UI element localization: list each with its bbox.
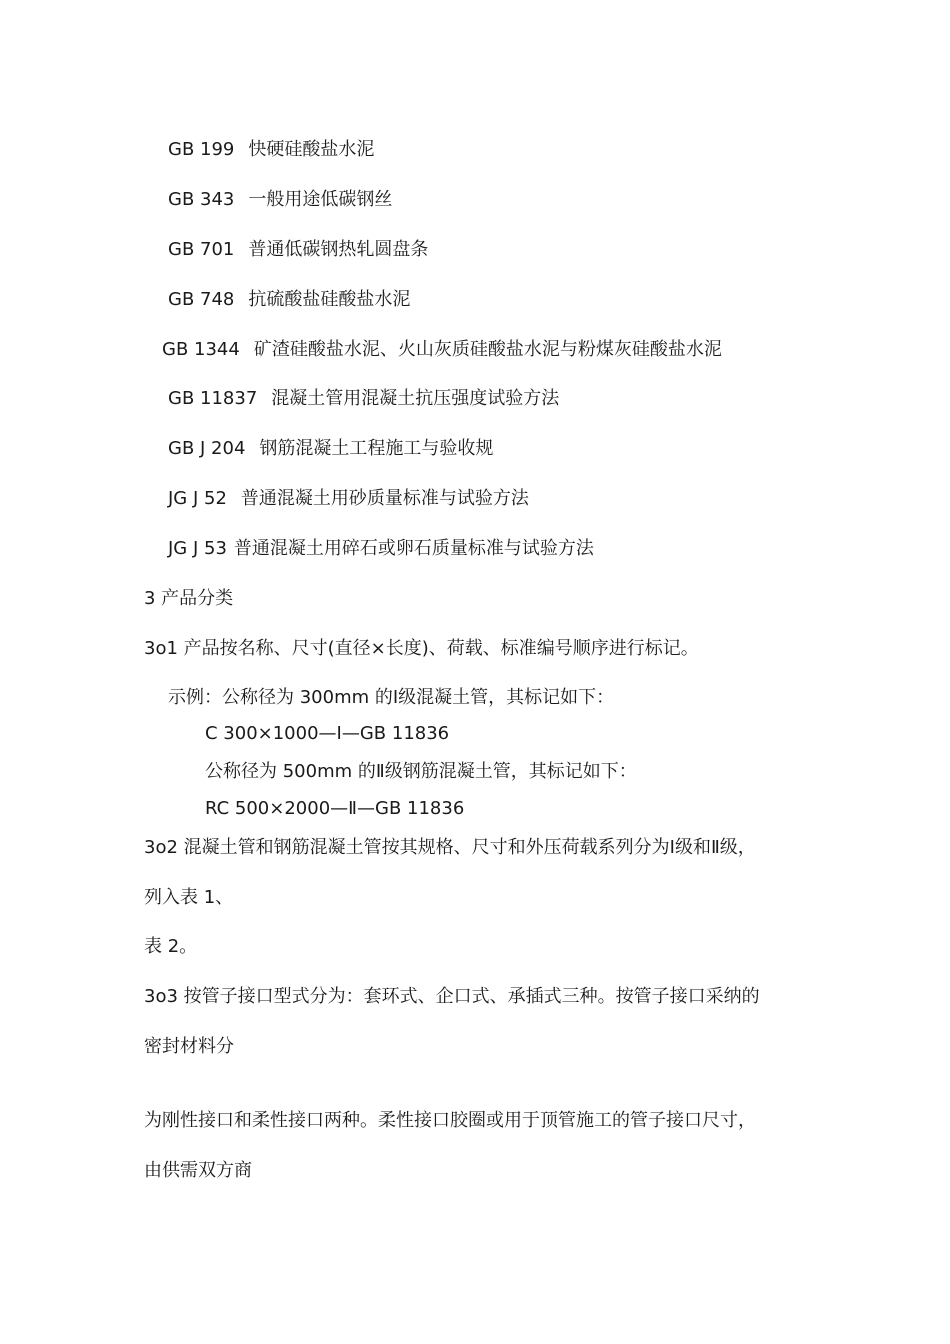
reference-code: GB 748 [168,289,235,310]
reference-code: JG J 53 [168,538,227,559]
reference-title: 普通混凝土用砂质量标准与试验方法 [240,488,529,509]
paragraph-3-2-line-2: 列入表 1、 [144,887,234,908]
reference-code: GB 343 [168,189,235,210]
reference-title: 钢筋混凝土工程施工与验收规 [259,438,494,459]
reference-title: 一般用途低碳钢丝 [248,189,393,210]
example-mark-2: RC 500×2000—Ⅱ—GB 11836 [205,798,465,819]
paragraph-3-2-line-3: 表 2。 [144,936,198,957]
reference-code: GB 11837 [168,388,258,409]
reference-title: 普通低碳钢热轧圆盘条 [248,239,429,260]
reference-item [162,338,722,362]
reference-code: GB J 204 [168,438,246,459]
reference-item [168,437,493,461]
example-intro: 示例：公称径为 300mm 的Ⅰ级混凝土管，其标记如下： [168,687,615,708]
paragraph-3-2-line-1: 3o2 混凝土管和钢筋混凝土管按其规格、尺寸和外压荷载系列分为Ⅰ级和Ⅱ级， [144,837,756,858]
reference-title: 抗硫酸盐硅酸盐水泥 [248,289,411,310]
paragraph-3-1: 3o1 产品按名称、尺寸(直径×长度)、荷载、标准编号顺序进行标记。 [144,638,699,659]
reference-title: 混凝土管用混凝土抗压强度试验方法 [271,388,560,409]
reference-item [168,138,374,162]
reference-code: GB 701 [168,239,235,260]
example-intro-2: 公称径为 500mm 的Ⅱ级钢筋混凝土管，其标记如下： [205,761,637,782]
reference-title: 普通混凝土用碎石或卵石质量标准与试验方法 [233,538,594,559]
reference-item [168,238,428,262]
reference-code: JG J 52 [168,488,227,509]
section-heading: 3 产品分类 [144,588,234,609]
reference-item [168,537,594,561]
reference-title: 矿渣硅酸盐水泥、火山灰质硅酸盐水泥与粉煤灰硅酸盐水泥 [253,339,722,360]
reference-code: GB 199 [168,139,235,160]
reference-code: GB 1344 [162,339,240,360]
paragraph-3-3-line-4: 由供需双方商 [144,1160,252,1181]
paragraph-3-3-line-1: 3o3 按管子接口型式分为：套环式、企口式、承插式三种。按管子接口采纳的 [144,986,760,1007]
reference-item [168,188,392,212]
reference-item [168,387,559,411]
reference-title: 快硬硅酸盐水泥 [248,139,375,160]
reference-item [168,288,410,312]
paragraph-3-3-line-2: 密封材料分 [144,1036,234,1057]
reference-item [168,487,529,511]
example-mark-1: C 300×1000—I—GB 11836 [205,723,450,744]
paragraph-3-3-line-3: 为刚性接口和柔性接口两种。柔性接口胶圈或用于顶管施工的管子接口尺寸， [144,1110,756,1131]
